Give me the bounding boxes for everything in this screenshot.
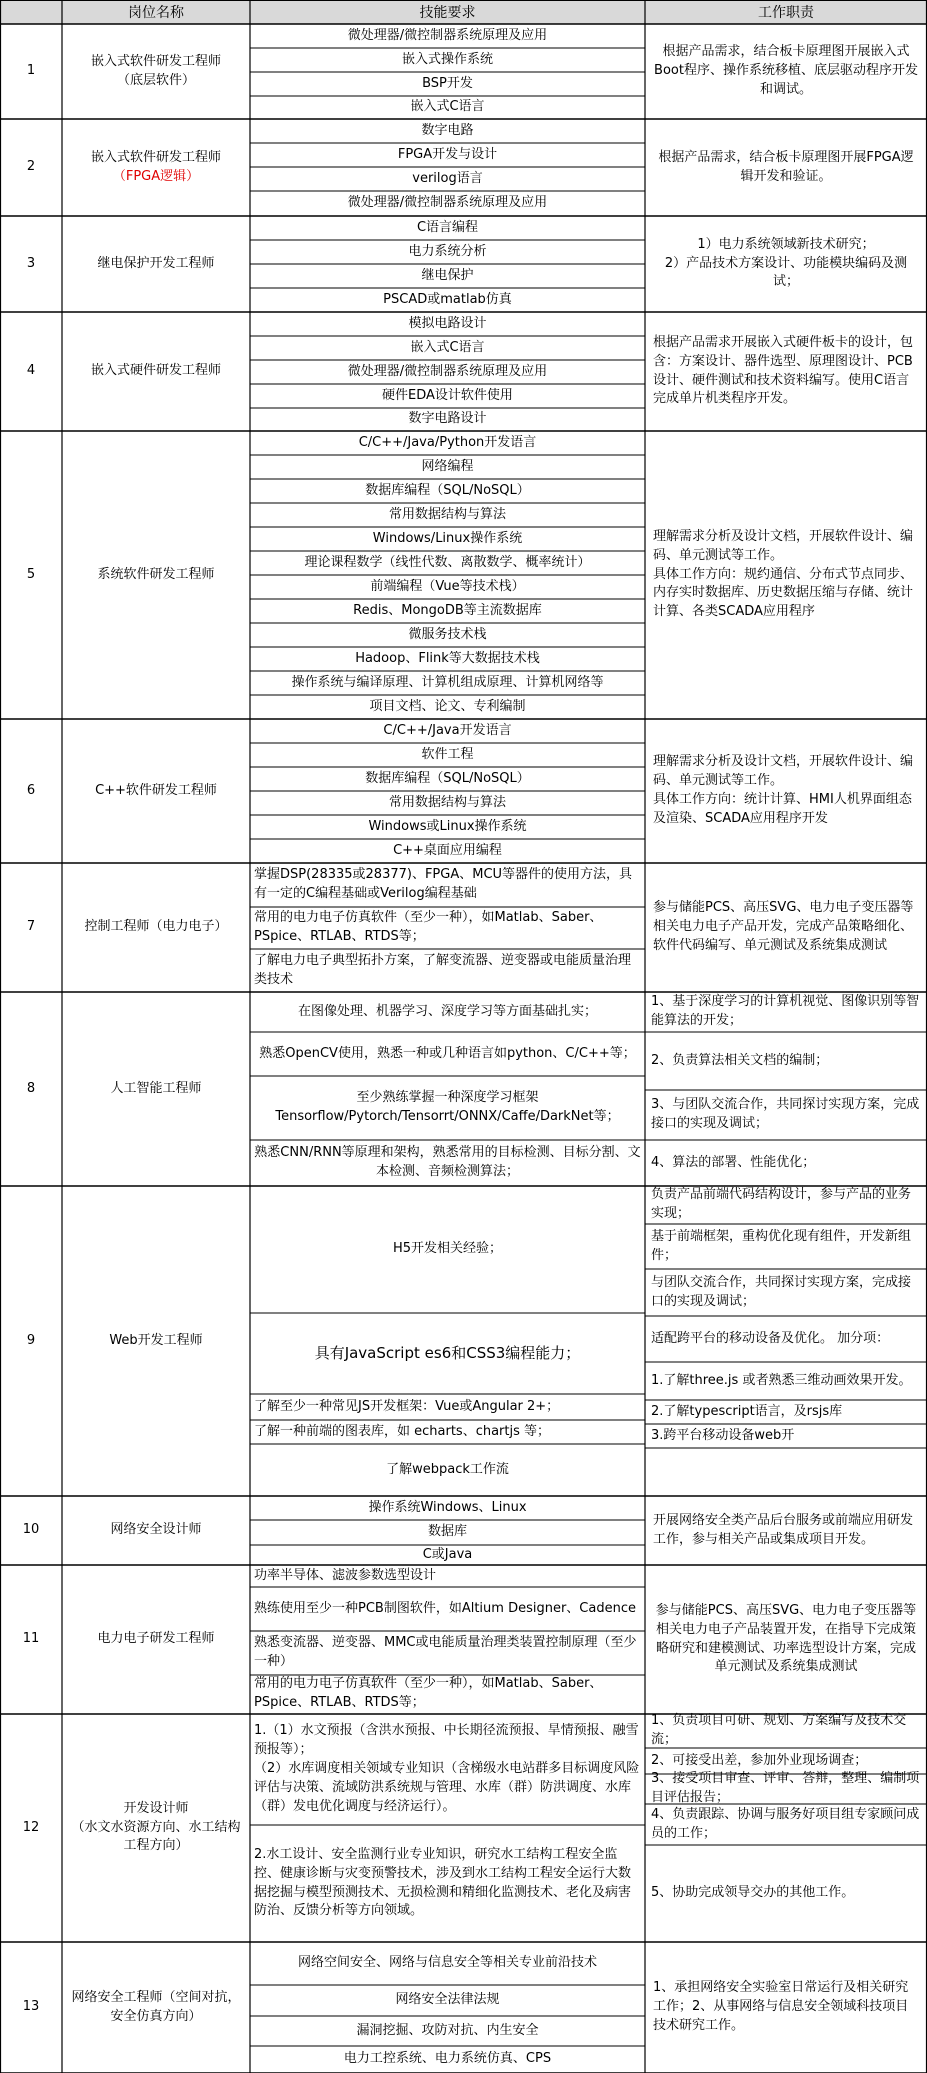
duty-item: 负责产品前端代码结构设计，参与产品的业务实现； [651, 1187, 912, 1221]
row-index: 13 [22, 1999, 40, 2015]
duty-item [645, 1448, 927, 1496]
skill-item: 前端编程（Vue等技术栈） [370, 578, 525, 594]
skill-item: 微处理器/微控制器系统原理及应用 [347, 363, 548, 379]
skills-cell [250, 719, 645, 863]
skill-item: 功率半导体、滤波参数选型设计 [254, 1567, 437, 1583]
duties-cell [645, 1186, 927, 1496]
skills-cell [250, 1714, 645, 1942]
table-row [0, 1942, 927, 2073]
table-row [0, 863, 927, 992]
row-index: 9 [26, 1332, 36, 1348]
position-title: 系统软件研发工程师 [97, 566, 215, 582]
skills-cell [250, 863, 645, 992]
skill-item: 常用的电力电子仿真软件（至少一种），如Matlab、Saber、PSpice、RTLAB、RTDS等； [254, 910, 603, 944]
skill-item: 电力工控系统、电力系统仿真、CPS [343, 2051, 552, 2067]
skill-item: 常用数据结构与算法 [388, 506, 506, 522]
table-row [0, 24, 927, 119]
duties-cell [645, 719, 927, 863]
skill-item: Hadoop、Flink等大数据技术栈 [355, 650, 540, 666]
skill-item: 网络空间安全、网络与信息安全等相关专业前沿技术 [297, 1955, 597, 1971]
duties-cell [645, 863, 927, 992]
skill-item: 操作系统Windows、Linux [368, 1499, 527, 1515]
skills-cell [250, 24, 645, 119]
skill-item: 数字电路设计 [408, 411, 487, 427]
duty-text: 根据产品需求，结合板卡原理图开展嵌入式Boot程序、操作系统移植、底层驱动程序开发和调试。 [654, 44, 918, 97]
row-index: 5 [26, 566, 36, 582]
table-row [0, 1186, 927, 1496]
duty-item: 4、算法的部署、性能优化； [651, 1154, 816, 1170]
duty-item: 适配跨平台的移动设备及优化。 加分项： [651, 1330, 890, 1346]
skill-item: 数据库 [427, 1524, 467, 1540]
skill-item: 了解webpack工作流 [386, 1461, 509, 1477]
duty-item: 5、协助完成领导交办的其他工作。 [651, 1885, 855, 1901]
skills-cell [250, 1496, 645, 1565]
row-index: 12 [22, 1819, 40, 1835]
header-skills: 技能要求 [250, 0, 645, 24]
position-title: 控制工程师（电力电子） [84, 919, 228, 935]
skill-item: 嵌入式C语言 [410, 99, 485, 115]
skills-cell [250, 992, 645, 1186]
duty-item: 1、负责项目可研、规划、方案编写及技术交流； [651, 1713, 907, 1747]
header-position: 岗位名称 [62, 0, 250, 24]
duties-cell [645, 312, 927, 431]
duty-item: 与团队交流合作，共同探讨实现方案，完成接口的实现及调试； [651, 1274, 912, 1309]
position-title: 继电保护开发工程师 [97, 255, 215, 271]
skill-item: 了解一种前端的图表库，如 echarts、chartjs 等； [254, 1423, 551, 1439]
skill-item: 网络安全法律法规 [395, 1992, 500, 2008]
table-row [0, 119, 927, 216]
skill-item: 操作系统与编译原理、计算机组成原理、计算机网络等 [291, 674, 604, 690]
position-title: Web开发工程师 [109, 1332, 203, 1348]
table-row [0, 1565, 927, 1714]
position-title: 网络安全工程师（空间对抗，安全仿真方向） [71, 1989, 241, 2024]
skill-item: Redis、MongoDB等主流数据库 [353, 602, 542, 618]
duties-cell [645, 24, 927, 119]
row-index: 10 [22, 1522, 40, 1538]
row-index: 7 [26, 919, 36, 935]
skill-item: 掌握DSP(28335或28377)、FPGA、MCU等器件的使用方法，具有一定的C编程基础或Verilog编程基础 [254, 867, 633, 901]
skills-cell [250, 119, 645, 216]
duty-item: 3、与团队交流合作，共同探讨实现方案，完成接口的实现及调试； [651, 1097, 920, 1131]
skill-item: 微处理器/微控制器系统原理及应用 [347, 195, 548, 211]
skill-item: C或Java [422, 1546, 473, 1562]
skill-item: 了解电力电子典型拓扑方案，了解变流器、逆变器或电能质量治理类技术 [254, 952, 632, 987]
duty-text: 参与储能PCS、高压SVG、电力电子变压器等相关电力电子产品开发，完成产品策略细化、软件代码编写、单元测试及系统集成测试 [653, 900, 914, 953]
skills-cell [250, 431, 645, 719]
skill-item: 熟悉CNN/RNN等原理和架构，熟悉常用的目标检测、目标分割、文本检测、音频检测算法； [254, 1145, 641, 1179]
skills-cell [250, 216, 645, 312]
duties-cell [645, 1942, 927, 2073]
skill-item: 微处理器/微控制器系统原理及应用 [347, 27, 548, 43]
duty-item: 3.跨平台移动设备web开 [651, 1427, 795, 1443]
skill-item: 常用的电力电子仿真软件（至少一种），如Matlab、Saber、PSpice、RTLAB、RTDS等； [254, 1676, 603, 1710]
skill-item: 数据库编程（SQL/NoSQL） [365, 770, 530, 786]
skill-item: FPGA开发与设计 [397, 146, 498, 162]
row-index: 4 [26, 363, 36, 379]
skills-cell [250, 1565, 645, 1714]
duty-item: 2、负责算法相关文档的编制； [651, 1052, 829, 1068]
skill-item: C/C++/Java/Python开发语言 [358, 434, 537, 450]
skill-item: 了解至少一种常见JS开发框架：Vue或Angular 2+； [254, 1398, 560, 1414]
skill-item: Windows或Linux操作系统 [368, 818, 527, 834]
duties-cell [645, 1496, 927, 1565]
skill-item: 常用数据结构与算法 [388, 794, 506, 810]
skill-item: 数字电路 [421, 122, 474, 138]
duty-item: 2.了解typescript语言，及rsjs库 [651, 1403, 843, 1419]
skill-item: 具有JavaScript es6和CSS3编程能力； [314, 1343, 581, 1362]
skill-item: 熟练使用至少一种PCB制图软件，如Altium Designer、Cadence [254, 1600, 636, 1616]
skill-item: 网络编程 [421, 458, 474, 474]
duty-text: 1）电力系统领域新技术研究； 2）产品技术方案设计、功能模块编码及测试； [664, 236, 908, 290]
table-row [0, 1714, 927, 1942]
duty-item: 2、可接受出差，参加外业现场调查； [651, 1752, 868, 1768]
duty-text: 根据产品需求开展嵌入式硬件板卡的设计，包含：方案设计、器件选型、原理图设计、PCB设计、硬件测试和技术资料编写。使用C语言完成单片机类程序开发。 [653, 334, 914, 407]
position-title: 开发设计师 （水文水资源方向、水工结构工程方向） [71, 1800, 241, 1854]
skill-item: verilog语言 [412, 170, 483, 186]
table-row [0, 312, 927, 431]
table-row [0, 992, 927, 1186]
position-title: 嵌入式软件研发工程师 （底层软件） [90, 53, 221, 88]
duties-cell [645, 119, 927, 216]
table-row [0, 719, 927, 863]
duty-text: 理解需求分析及设计文档，开展软件设计、编码、单元测试等工作。 具体工作方向：规约通信、分布式节点同步、内存实时数据库、历史数据压缩与存储、统计计算、各类SCADA应用程序 [653, 528, 914, 620]
position-title-main: 嵌入式软件研发工程师 [90, 149, 221, 165]
duties-cell [645, 216, 927, 312]
table-row [0, 1496, 927, 1565]
position-title [62, 119, 250, 216]
skill-item: 熟悉OpenCV使用，熟悉一种或几种语言如python、C/C++等； [259, 1045, 636, 1061]
row-index: 11 [22, 1631, 40, 1647]
skill-item: H5开发相关经验； [392, 1241, 503, 1257]
duty-item: 3、接受项目审查、评审、答辩，整理、编制项目评估报告； [651, 1771, 920, 1805]
skill-item: 在图像处理、机器学习、深度学习等方面基础扎实； [297, 1003, 597, 1019]
duties-cell [645, 1714, 927, 1942]
duty-text: 参与储能PCS、高压SVG、电力电子变压器等相关电力电子产品装置开发，在指导下完成策略研究和建模测试、功率选型设计方案，完成单元测试及系统集成测试 [655, 1602, 917, 1675]
table-row [0, 216, 927, 312]
duties-cell [645, 992, 927, 1186]
skill-item: 继电保护 [421, 267, 474, 283]
skill-item: 软件工程 [421, 746, 474, 762]
skill-item: C语言编程 [416, 219, 479, 235]
skill-item: 嵌入式操作系统 [401, 51, 493, 67]
skill-item: 项目文档、论文、专利编制 [369, 698, 526, 714]
skill-item: 理论课程数学（线性代数、离散数学、概率统计） [304, 554, 591, 570]
duty-text: 开展网络安全类产品后台服务或前端应用研发工作，参与相关产品或集成项目开发。 [653, 1512, 914, 1547]
skill-item: 嵌入式C语言 [410, 339, 485, 355]
duties-cell [645, 431, 927, 719]
skills-cell [250, 1942, 645, 2073]
duty-text: 根据产品需求，结合板卡原理图开展FPGA逻辑开发和验证。 [658, 149, 914, 184]
position-title: 嵌入式硬件研发工程师 [90, 363, 221, 379]
skill-item: C++桌面应用编程 [393, 842, 502, 858]
skill-item: 熟悉变流器、逆变器、MMC或电能质量治理类装置控制原理（至少一种） [254, 1635, 637, 1669]
skills-cell [250, 1186, 645, 1496]
table-row [0, 431, 927, 719]
skill-item: 2.水工设计、安全监测行业专业知识，研究水工结构工程安全监控、健康诊断与灾变预警技术，涉及到水工结构工程安全运行大数据挖掘与模型预测技术、无损检测和精细化监测技术、老化及病害防治、反馈分析等方向领域。 [254, 1846, 632, 1919]
duty-item: 基于前端框架，重构优化现有组件，开发新组件； [651, 1228, 912, 1263]
skill-item: 硬件EDA设计软件使用 [382, 387, 513, 403]
duty-text: 1、承担网络安全实验室日常运行及相关研究工作；2、从事网络与信息安全领域科技项目技术研究工作。 [653, 1980, 909, 2033]
position-title: 电力电子研发工程师 [97, 1631, 215, 1647]
row-index: 6 [26, 782, 36, 798]
skill-item: 至少熟练掌握一种深度学习框架 Tensorflow/Pytorch/Tensorrt/ONNX/Caffe/DarkNet等； [275, 1090, 620, 1124]
skill-item: C/C++/Java开发语言 [383, 722, 512, 738]
skill-item: PSCAD或matlab仿真 [383, 291, 512, 307]
duty-item: 4、负责跟踪、协调与服务好项目组专家顾问成员的工作； [651, 1806, 920, 1841]
header-duties: 工作职责 [645, 0, 927, 24]
skill-item: 电力系统分析 [408, 243, 487, 259]
row-index: 2 [26, 159, 36, 175]
skill-item: Windows/Linux操作系统 [372, 530, 523, 546]
position-title-note: （FPGA逻辑） [112, 168, 200, 184]
skill-item: 漏洞挖掘、攻防对抗、内生安全 [356, 2022, 539, 2038]
position-title: 人工智能工程师 [110, 1080, 202, 1096]
position-title: 网络安全设计师 [110, 1522, 202, 1538]
duty-item: 1.了解three.js 或者熟悉三维动画效果开发。 [651, 1372, 912, 1388]
duty-text: 理解需求分析及设计文档，开展软件设计、编码、单元测试等工作。 具体工作方向：统计计算、HMI人机界面组态及渲染、SCADA应用程序开发 [653, 754, 914, 826]
skill-item: 数据库编程（SQL/NoSQL） [365, 482, 530, 498]
row-index: 8 [26, 1080, 36, 1096]
skill-item: BSP开发 [422, 75, 473, 91]
row-index: 3 [26, 255, 36, 271]
skill-item: 模拟电路设计 [408, 315, 487, 331]
header-index [0, 0, 62, 24]
skill-item: 1.（1）水文预报（含洪水预报、中长期径流预报、旱情预报、融雪预报等）； （2）水库调度相关领域专业知识（含梯级水电站群多目标调度风险评估与决策、流域防洪系统规与管理、水库（群）防洪调度、水库（群）发电优化调度与经济运行）。 [254, 1723, 640, 1814]
row-index: 1 [26, 63, 36, 79]
duties-cell [645, 1565, 927, 1714]
duty-item: 1、基于深度学习的计算机视觉、图像识别等智能算法的开发； [651, 994, 920, 1028]
skills-cell [250, 312, 645, 431]
skill-item: 微服务技术栈 [408, 626, 487, 642]
position-title: C++软件研发工程师 [95, 782, 217, 798]
